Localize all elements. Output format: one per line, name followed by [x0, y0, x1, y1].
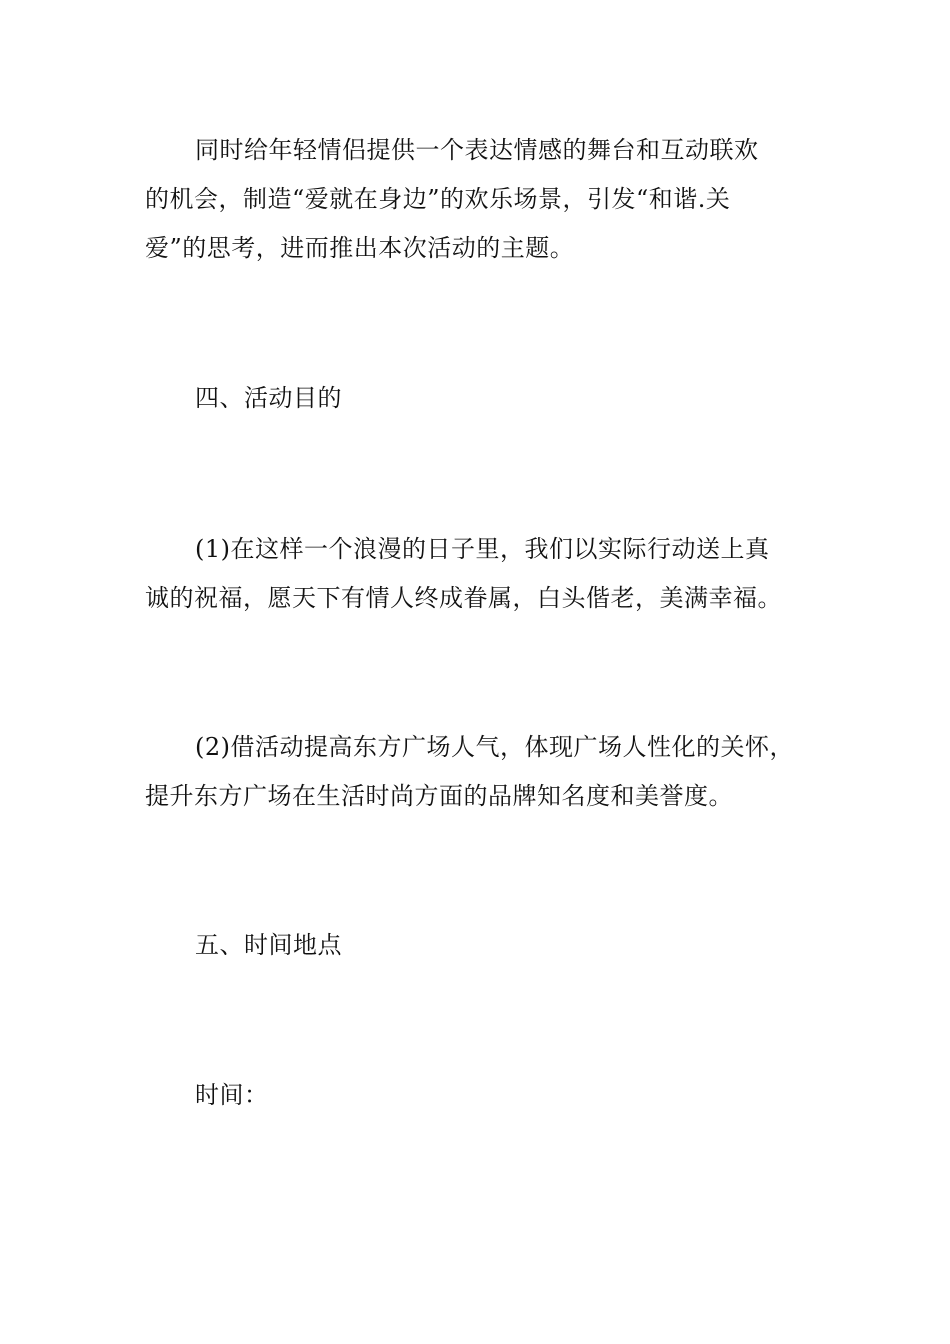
time-label: 时间：	[195, 1081, 269, 1109]
paragraph-line: 诚的祝福，愿天下有情人终成眷属，白头偕老，美满幸福。	[145, 584, 782, 612]
paragraph-line: 的机会，制造“爱就在身边”的欢乐场景，引发“和谐.关	[145, 185, 731, 213]
paragraph-line: 提升东方广场在生活时尚方面的品牌知名度和美誉度。	[145, 782, 733, 810]
paragraph-line: 同时给年轻情侣提供一个表达情感的舞台和互动联欢	[195, 136, 759, 164]
paragraph-line: (1)在这样一个浪漫的日子里，我们以实际行动送上真	[195, 535, 770, 563]
section-heading: 五、时间地点	[195, 931, 342, 959]
paragraph-line: 爱”的思考，进而推出本次活动的主题。	[145, 234, 575, 262]
section-heading: 四、活动目的	[195, 384, 342, 412]
paragraph-line: (2)借活动提高东方广场人气，体现广场人性化的关怀，	[195, 733, 794, 761]
